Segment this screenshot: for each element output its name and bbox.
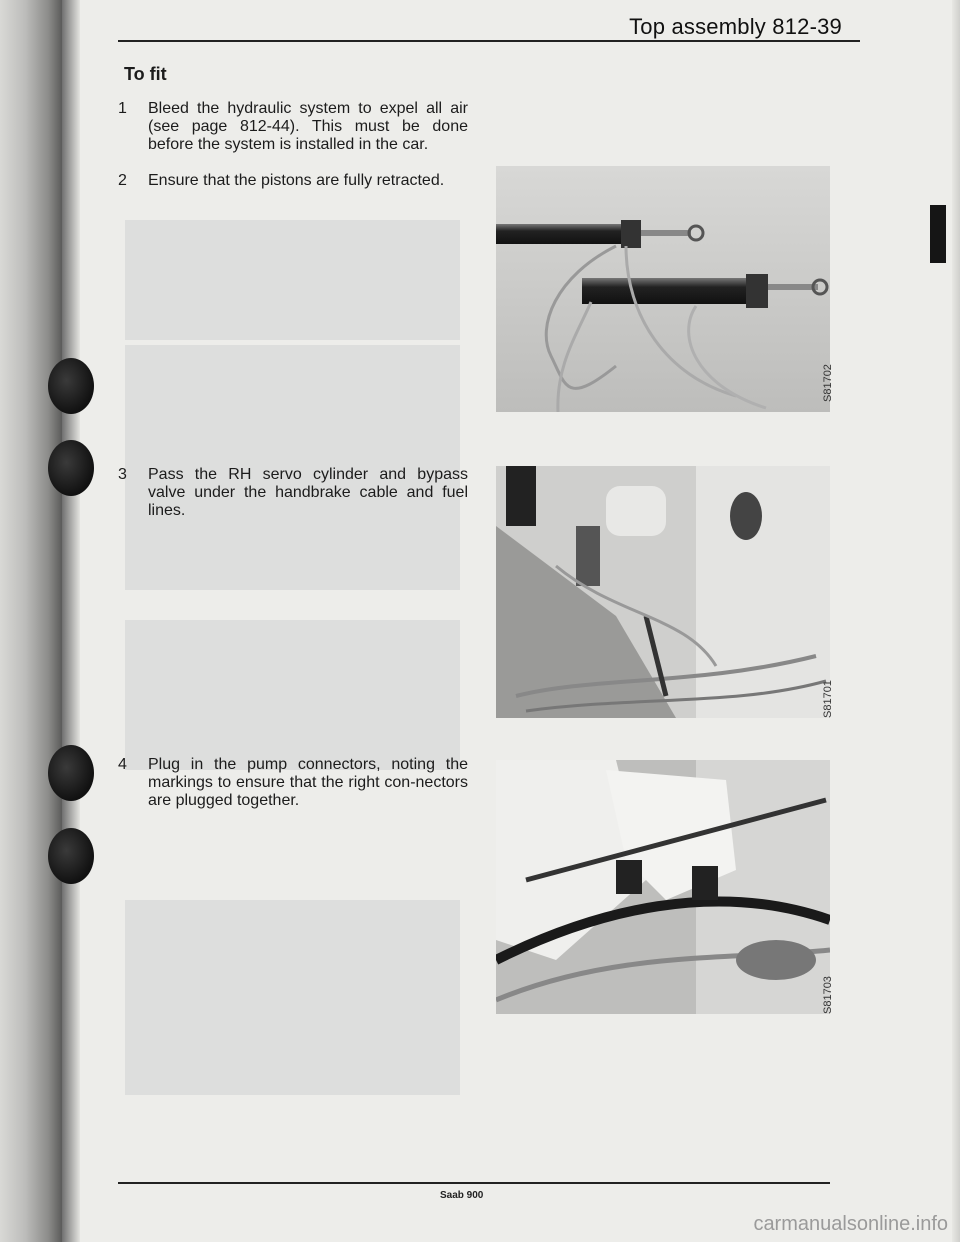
footer-label: Saab 900	[440, 1190, 484, 1201]
step-text: Pass the RH servo cylinder and bypass valve under the handbrake cable and fuel lines.	[148, 466, 468, 519]
step-number: 1	[118, 100, 127, 117]
footer-rule	[118, 1182, 830, 1184]
show-through-ghost	[125, 620, 460, 770]
show-through-ghost	[125, 900, 460, 1095]
photo-reference-id: S81702	[822, 364, 834, 402]
show-through-ghost	[125, 220, 460, 340]
step-4	[118, 756, 468, 810]
step-text: Plug in the pump connectors, noting the markings to ensure that the right con-nectors are plugged together.	[148, 756, 468, 809]
watermark: carmanualsonline.info	[753, 1213, 948, 1235]
binding-edge	[62, 0, 80, 1242]
section-heading: To fit	[124, 64, 167, 84]
header-rule	[118, 40, 860, 42]
page-header-title: Top assembly 812-39	[629, 14, 842, 39]
step-number: 4	[118, 756, 127, 773]
step-3	[118, 466, 468, 520]
photo-pump-connectors	[496, 760, 830, 1014]
photo-servo-routing	[496, 466, 830, 718]
step-number: 2	[118, 172, 127, 189]
photo-reference-id: S81701	[822, 680, 834, 718]
binding-hole	[48, 440, 94, 496]
step-1	[118, 100, 468, 154]
binding-hole	[48, 828, 94, 884]
step-text: Bleed the hydraulic system to expel all air (see page 812-44). This must be done before the system is installed in the car.	[148, 100, 468, 153]
page-edge	[952, 0, 960, 1242]
photo-cylinders	[496, 166, 830, 412]
step-2	[118, 172, 468, 190]
page-tab-marker	[930, 205, 946, 263]
photo-reference-id: S81703	[822, 976, 834, 1014]
binding-strip	[0, 0, 62, 1242]
step-text: Ensure that the pistons are fully retracted.	[148, 172, 445, 189]
step-number: 3	[118, 466, 127, 483]
binding-hole	[48, 358, 94, 414]
binding-hole	[48, 745, 94, 801]
